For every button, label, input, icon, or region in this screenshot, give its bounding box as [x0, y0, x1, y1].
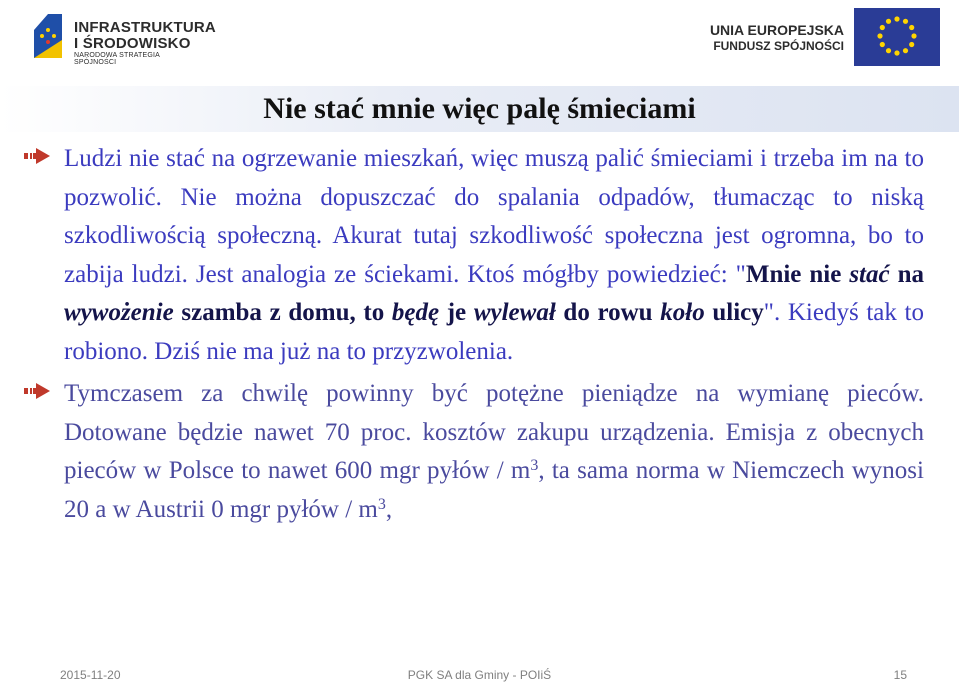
eu-flag-icon — [854, 8, 940, 66]
bullet1-outro: ". Kiedyś tak to robiono. Dziś nie ma już na to przyzwolenia. — [64, 299, 925, 365]
bullet-text-2 — [64, 375, 924, 529]
logo-left-line2: I ŚRODOWISKO — [74, 35, 191, 52]
superscript: 3 — [377, 495, 386, 513]
bullet2-part3: , — [385, 495, 393, 523]
quote-part: je — [439, 299, 474, 326]
footer-title: PGK SA dla Gminy - POIiŚ — [407, 668, 552, 682]
page-number: 15 — [893, 668, 907, 682]
quote-part: ulicy — [704, 299, 764, 326]
superscript: 3 — [530, 457, 539, 474]
bullet1-intro: Ludzi nie stać na ogrzewanie mieszkań, więc muszą palić śmieciami i trzeba im na to pozwolić. Nie można dopuszczać do spalania odpadów, tłumacząc to niską szkodliwością społeczną. Akurat tutaj szkodliwość społeczna jest ogromna, bo to zabija ludzi. Jest analogia ze ściekami. Ktoś mógłby powiedzieć: " — [64, 145, 924, 288]
quote-part: wywożenie — [64, 299, 174, 326]
bullet-item-1 — [64, 140, 924, 371]
quote-part: szamba z domu, to — [173, 299, 392, 326]
stars-emblem-icon — [28, 10, 68, 62]
quote-part: stać — [849, 260, 890, 288]
quote-part: wylewał — [473, 299, 556, 326]
quote-part: Mnie nie — [745, 260, 850, 288]
slide-footer — [0, 664, 959, 686]
arrow-bullet-icon — [24, 383, 50, 399]
slide-title: Nie stać mnie więc palę śmieciami — [263, 92, 696, 125]
logo-left-line1: INFRASTRUKTURA — [74, 19, 216, 36]
arrow-bullet-icon — [24, 148, 50, 164]
bullet-item-2 — [64, 375, 924, 529]
bullet2-part1: Tymczasem za chwilę powinny być potężne pieniądze na wymianę pieców. Dotowane będzie nawet 70 proc. kosztów zakupu urządzenia. Emisja z obecnych pieców w Polsce to nawet 600 mgr pyłów / m — [64, 380, 924, 484]
quote-part: będę — [391, 299, 440, 326]
quote-part: do rowu — [555, 299, 661, 326]
logo-right-line2: FUNDUSZ SPÓJNOŚCI — [713, 39, 844, 53]
slide-content — [64, 140, 924, 529]
slide-header — [0, 0, 959, 84]
quote-part: koło — [660, 299, 705, 326]
footer-date: 2015-11-20 — [60, 668, 121, 682]
logo-left-line3: NARODOWA STRATEGIA SPÓJNOŚCI — [74, 52, 160, 66]
bullet2-part2: , ta sama norma w Niemczech wynosi 20 a w Austrii 0 mgr pyłów / m — [64, 457, 924, 523]
infrastruktura-logo — [28, 10, 216, 66]
bullet-text-1 — [64, 140, 924, 371]
eu-logo — [709, 8, 940, 68]
logo-right-line1: UNIA EUROPEJSKA — [709, 22, 844, 38]
quote-part: na — [889, 260, 924, 288]
